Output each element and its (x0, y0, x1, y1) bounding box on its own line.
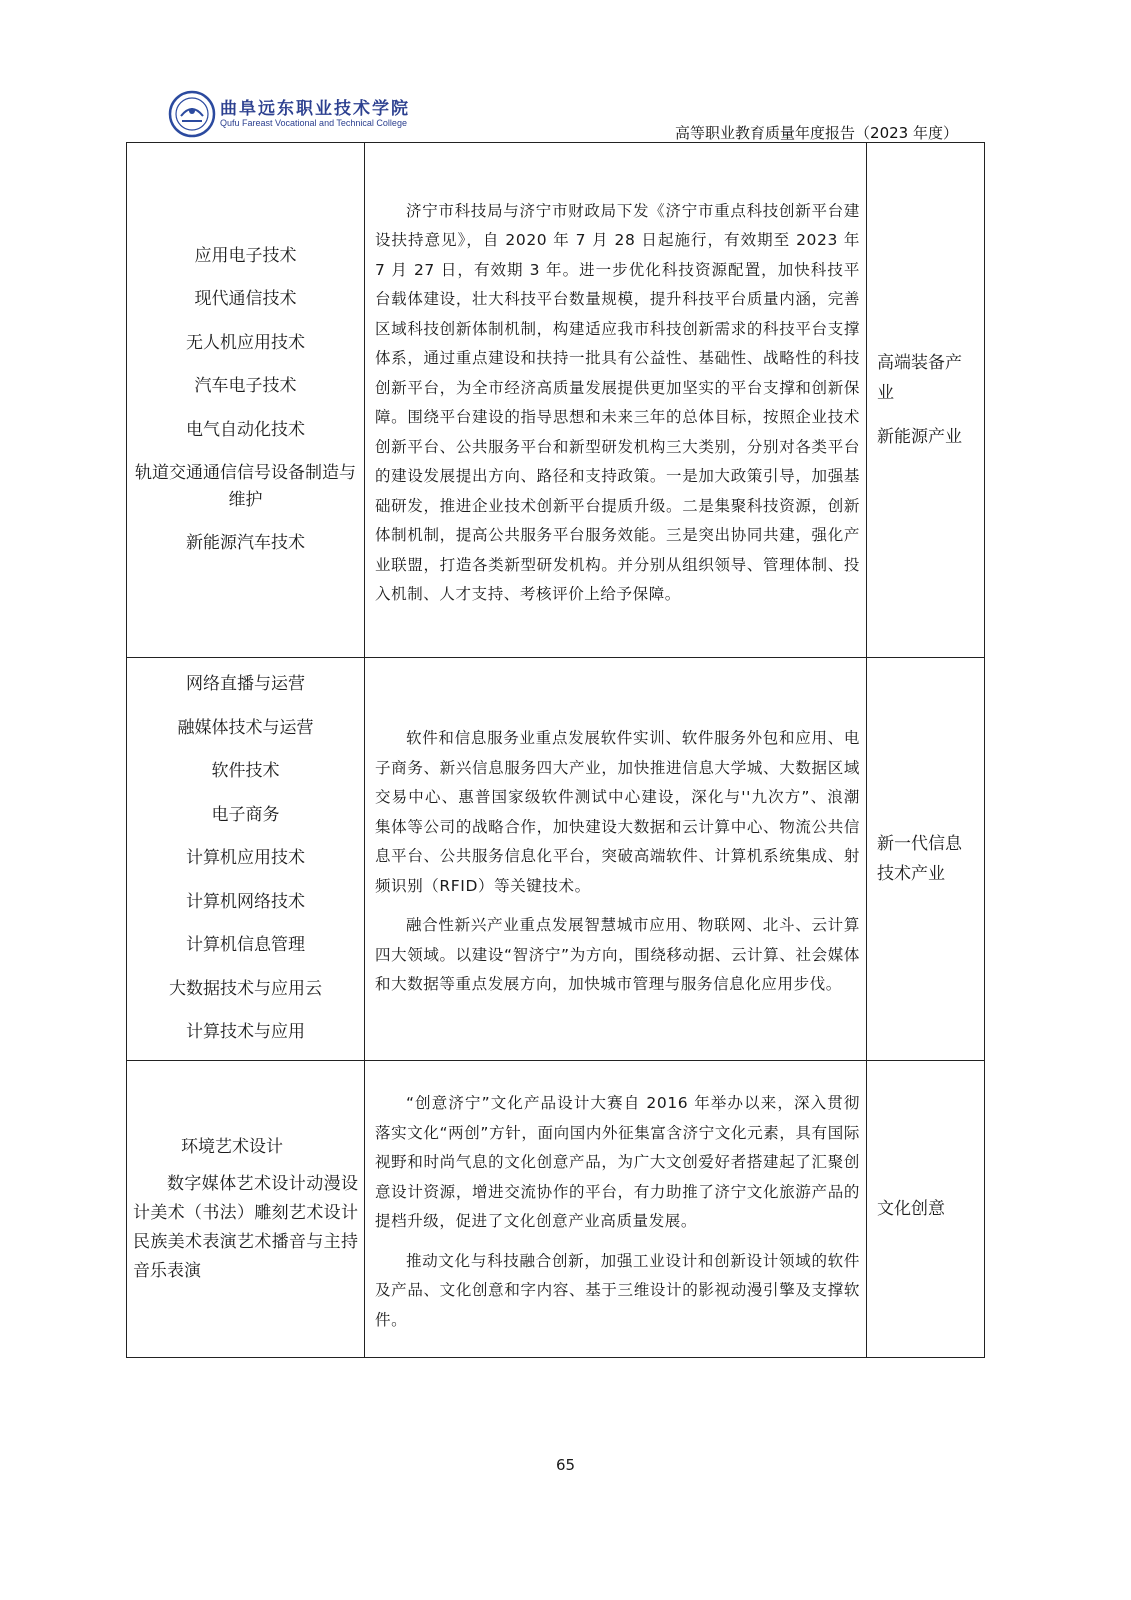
industry-major-table (126, 142, 985, 1358)
major-item: 计算机网络技术 (186, 891, 305, 912)
major-item: 电气自动化技术 (186, 419, 305, 440)
major-item: 电子商务 (211, 804, 280, 825)
industry-cell (867, 1061, 985, 1358)
industry-item: 新一代信息技术产业 (877, 834, 962, 884)
industry-item: 高端装备产业 (877, 353, 962, 403)
industry-item: 文化创意 (877, 1199, 945, 1219)
major-item: 计算机应用技术 (186, 848, 305, 869)
description-cell (365, 658, 867, 1061)
table-row (127, 1061, 985, 1358)
major-item: 无人机应用技术 (186, 332, 305, 353)
major-item: 计算机信息管理 (186, 935, 305, 956)
major-item: 计算技术与应用 (186, 1022, 305, 1043)
school-name-en: Qufu Fareast Vocational and Technical College (220, 118, 407, 128)
majors-cell (127, 658, 365, 1061)
table-row (127, 658, 985, 1061)
major-item: 汽车电子技术 (194, 376, 297, 396)
industry-cell (867, 143, 985, 658)
major-item: 网络直播与运营 (186, 674, 305, 695)
description-paragraph: 融合性新兴产业重点发展智慧城市应用、物联网、北斗、云计算四大领域。以建设“智济宁”为方向，围绕移动据、云计算、社会媒体和大数据等重点发展方向，加快城市管理与服务信息化应用步伐。 (375, 916, 860, 994)
major-item: 轨道交通通信信号设备制造与维护 (135, 463, 356, 510)
major-item: 新能源汽车技术 (186, 533, 305, 553)
page-number: 65 (555, 1456, 576, 1474)
industry-cell (867, 658, 985, 1061)
description-paragraph: 济宁市科技局与济宁市财政局下发《济宁市重点科技创新平台建设扶持意见》，自 2020 年 7 月 28 日起施行，有效期至 2023 年 7 月 27 日，有效期 3 年。进一步优化科技资源配置，加快科技平台载体建设，壮大科技平台数量规模，提升科技平台质量内涵，完善区域科技创新体制机制，构建适应我市科技创新需求的科技平台支撑体系，通过重点建设和扶持一批具有公益性、基础性、战略性的科技创新平台，为全市经济高质量发展提供更加坚实的平台支撑和创新保障。围绕平台建设的指导思想和未来三年的总体目标，按照企业技术创新平台、公共服务平台和新型研发机构三大类别，分别对各类平台的建设发展提出方向、路径和支持政策。一是加大政策引导，加强基础研发，推进企业技术创新平台提质升级。二是集聚科技资源，创新体制机制，提高公共服务平台服务效能。三是突出协同共建，强化产业联盟，打造各类新型研发机构。并分别从组织领导、管理体制、投入机制、人才支持、考核评价上给予保障。 (375, 201, 860, 603)
majors-cell (127, 1061, 365, 1358)
description-cell (365, 143, 867, 658)
major-item: 应用电子技术 (194, 245, 297, 266)
school-name-cn: 曲阜远东职业技术学院 (220, 99, 410, 119)
major-item: 环境艺术设计 (181, 1136, 283, 1157)
major-item: 大数据技术与应用云 (169, 978, 322, 999)
page-header (168, 88, 988, 144)
major-item: 融媒体技术与运营 (177, 717, 314, 738)
college-logo-icon (168, 90, 216, 138)
table-row (127, 143, 985, 658)
major-item: 数字媒体艺术设计动漫设计美术（书法）雕刻艺术设计民族美术表演艺术播音与主持音乐表演 (133, 1173, 358, 1281)
major-item: 软件技术 (211, 761, 280, 782)
major-item: 现代通信技术 (194, 289, 297, 309)
description-paragraph: 推动文化与科技融合创新，加强工业设计和创新设计领域的软件及产品、文化创意和字内容、基于三维设计的影视动漫引擎及支撑软件。 (375, 1251, 860, 1329)
majors-cell (127, 143, 365, 658)
report-title: 高等职业教育质量年度报告（2023 年度） (675, 124, 958, 142)
industry-item: 新能源产业 (877, 427, 962, 447)
description-paragraph: 软件和信息服务业重点发展软件实训、软件服务外包和应用、电子商务、新兴信息服务四大产业，加快推进信息大学城、大数据区域交易中心、惠普国家级软件测试中心建设，深化与''九次方”、浪潮集体等公司的战略合作，加快建设大数据和云计算中心、物流公共信息平台、公共服务信息化平台，突破高端软件、计算机系统集成、射频识别（RFID）等关键技术。 (375, 729, 860, 895)
description-paragraph: “创意济宁”文化产品设计大赛自 2016 年举办以来，深入贯彻落实文化“两创”方针，面向国内外征集富含济宁文化元素，具有国际视野和时尚气息的文化创意产品，为广大文创爱好者搭建起了汇聚创意设计资源，增进交流协作的平台，有力助推了济宁文化旅游产品的提档升级，促进了文化创意产业高质量发展。 (375, 1094, 860, 1230)
description-cell (365, 1061, 867, 1358)
